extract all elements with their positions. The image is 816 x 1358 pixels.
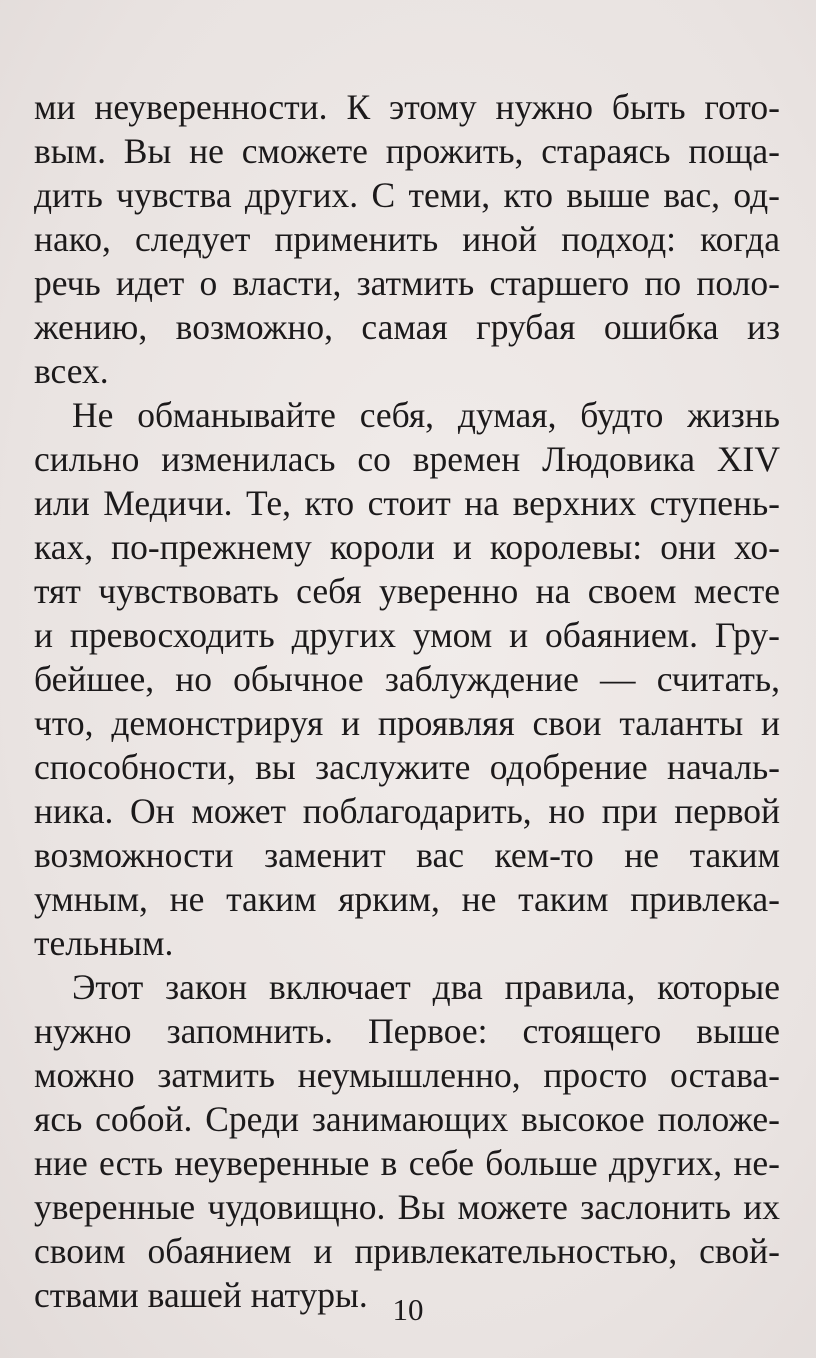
text-line: своим обаянием и привлекательностью, свой-	[34, 1231, 780, 1271]
paragraph-first-line: Не обманывайте себя, думая, будто жизнь	[72, 395, 780, 435]
text-line: ках, по-прежнему короли и королевы: они хо-	[34, 527, 780, 567]
text-line: вым. Вы не сможете прожить, стараясь поща-	[34, 131, 780, 171]
text-line: ясь собой. Среди занимающих высокое положе-	[34, 1099, 780, 1139]
text-line: ника. Он может поблагодарить, но при первой	[34, 791, 780, 831]
text-line: речь идет о власти, затмить старшего по поло-	[34, 263, 780, 303]
text-line: или Медичи. Те, кто стоит на верхних ступень-	[34, 483, 780, 523]
text-line: возможности заменит вас кем-то не таким	[34, 835, 780, 875]
text-line: уверенные чудовищно. Вы можете заслонить их	[34, 1187, 780, 1227]
text-line: нужно запомнить. Первое: стоящего выше	[34, 1011, 780, 1051]
text-line: дить чувства других. С теми, кто выше вас, од-	[34, 175, 780, 215]
paragraph-first-line: Этот закон включает два правила, которые	[72, 967, 780, 1007]
text-line: ми неуверенности. К этому нужно быть гото-	[34, 87, 780, 127]
text-line: жению, возможно, самая грубая ошибка из	[34, 307, 780, 347]
text-line: нако, следует применить иной подход: когда	[34, 219, 780, 259]
text-line: умным, не таким ярким, не таким привлека-	[34, 879, 780, 919]
text-line: способности, вы заслужите одобрение началь-	[34, 747, 780, 787]
text-line: ствами вашей натуры.	[34, 1275, 368, 1315]
text-line: всех.	[34, 351, 109, 391]
text-line: тят чувствовать себя уверенно на своем месте	[34, 571, 780, 611]
text-line: и превосходить других умом и обаянием. Гру-	[34, 615, 780, 655]
text-line: ние есть неуверенные в себе больше других, не-	[34, 1143, 780, 1183]
page-number: 10	[392, 1292, 424, 1327]
text-line: сильно изменилась со времен Людовика XIV	[34, 439, 780, 479]
text-line: тельным.	[34, 923, 174, 963]
text-line: можно затмить неумышленно, просто остава-	[34, 1055, 780, 1095]
text-line: бейшее, но обычное заблуждение — считать,	[34, 659, 780, 699]
text-line: что, демонстрируя и проявляя свои таланты и	[34, 703, 780, 743]
